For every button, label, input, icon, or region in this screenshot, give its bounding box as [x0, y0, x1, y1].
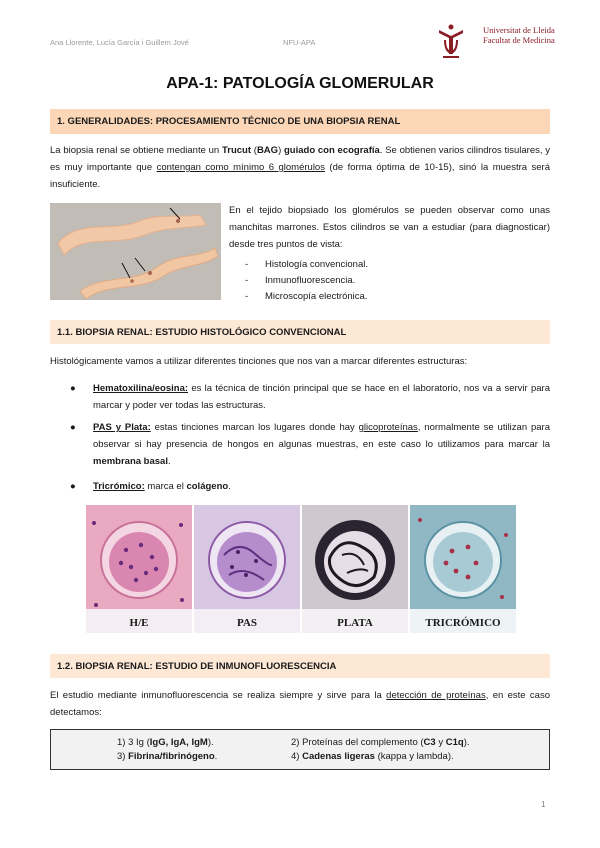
- text-run: (kappa y lambda).: [374, 751, 454, 762]
- term-membrana-basal: membrana basal: [93, 456, 168, 467]
- section-1-heading-text: 1. GENERALIDADES: PROCESAMIENTO TÉCNICO DE UNA BIOPSIA RENAL: [57, 116, 401, 127]
- text-run: ): [278, 145, 284, 156]
- bullet-tricromico: [70, 478, 550, 495]
- bullet-icon: ●: [70, 422, 76, 433]
- box-item-ig: [117, 737, 214, 748]
- text-run: y: [435, 737, 446, 748]
- biopsy-photo-drawing: [50, 203, 221, 300]
- text-run: (: [251, 145, 257, 156]
- section-1-paragraph-1: [50, 142, 550, 193]
- box-item-complement: [291, 737, 470, 748]
- immunofluorescence-box: [50, 729, 550, 770]
- text-run: es la técnica de tinción principal que se hace en el laboratorio, nos va a servir para marcar y poder ver todas las estructuras.: [93, 383, 550, 411]
- bullet-pas-plata: [70, 419, 550, 470]
- panel-label-pas: PAS: [237, 617, 257, 629]
- text-run: , en este caso detectamos:: [50, 690, 550, 718]
- tricromico-micrograph-image: [410, 505, 516, 633]
- section-1-heading: [50, 109, 550, 134]
- panel-pas: [194, 505, 300, 633]
- term-glicoproteinas: glicoproteínas: [358, 422, 418, 433]
- university-line1: Universitat de Lleida: [483, 25, 555, 35]
- text-run: ).: [207, 737, 214, 748]
- text-bold: Cadenas ligeras: [302, 751, 375, 762]
- term-colageno: colágeno: [186, 481, 229, 492]
- text-run: , normalmente se utilizan para observar si hay presencia de hongos en algunas muestras, en este caso lo utilizamos para marcar la: [93, 422, 550, 450]
- text-run: . Se obtienen varios cilindros tisulares, y es muy importante que: [50, 145, 551, 173]
- text-run: 1) 3 Ig (: [117, 737, 150, 748]
- text-bold: C3: [423, 737, 436, 748]
- text-bold: Trucut: [221, 145, 251, 156]
- stain-micrographs: [86, 505, 516, 633]
- header-authors: Ana Llorente, Lucía García i Guillem Jové: [50, 38, 189, 47]
- section-1-2-intro: [50, 687, 550, 721]
- university-line2: Facultat de Medicina: [483, 35, 555, 45]
- section-1-2-heading: [50, 654, 550, 678]
- panel-tricromico: [410, 505, 516, 633]
- term-pas-plata: PAS y Plata:: [93, 422, 151, 433]
- section-1-paragraph-2: En el tejido biopsiado los glomérulos se pueden observar como unas manchitas marrones. Estos cilindros se van a estudiar (para diagnosticar) desde tres puntos de vista:: [229, 205, 550, 250]
- text-bold: guiado con ecografía: [284, 145, 380, 156]
- text-bold: IgG, IgA, IgM: [149, 737, 208, 748]
- section-1-1-intro: Histológicamente vamos a utilizar diferentes tinciones que nos van a marcar diferentes estructuras:: [50, 356, 468, 367]
- text-run: 4): [291, 751, 303, 762]
- list-item: - Inmunofluorescencia.: [245, 273, 368, 289]
- pas-micrograph-image: [194, 505, 300, 633]
- text-run: (de forma óptima de 10-15), sinó la muestra será insuficiente.: [50, 162, 550, 190]
- section-1-1-heading-text: 1.1. BIOPSIA RENAL: ESTUDIO HISTOLÓGICO CONVENCIONAL: [57, 326, 347, 338]
- panel-label-tricromico: TRICRÓMICO: [425, 617, 501, 629]
- text-run: estas tinciones marcan los lugares donde hay: [150, 422, 359, 433]
- text-bold: BAG: [256, 145, 279, 156]
- term-hematoxilina: Hematoxilina/eosina:: [93, 383, 189, 394]
- plata-micrograph-image: [302, 505, 408, 633]
- text-run: ).: [463, 737, 470, 748]
- panel-label-he: H/E: [129, 617, 149, 629]
- header-course: NFU-APA: [283, 38, 316, 47]
- term-tricromico: Tricrómico:: [93, 481, 145, 492]
- text-underline: contengan como mínimo 6 glomérulos: [156, 162, 325, 173]
- text-run: .: [167, 456, 171, 467]
- page-number: 1: [541, 800, 546, 809]
- box-item-fibrina: [117, 751, 217, 762]
- text-run: 3): [117, 751, 129, 762]
- text-underline: detección de proteínas: [386, 690, 486, 701]
- text-run: .: [214, 751, 218, 762]
- biopsy-cylinders-photo: [50, 203, 221, 300]
- list-item: - Microscopía electrónica.: [245, 289, 368, 305]
- text-bold: C1q: [445, 737, 464, 748]
- text-bold: Fibrina/fibrinógeno: [128, 751, 215, 762]
- text-run: 2) Proteínas del complemento (: [291, 737, 424, 748]
- text-run: marca el: [144, 481, 187, 492]
- section-1-2-heading-text: 1.2. BIOPSIA RENAL: ESTUDIO DE INMUNOFLUORESCENCIA: [57, 660, 337, 672]
- views-list: [245, 257, 368, 305]
- panel-he: [86, 505, 192, 633]
- panel-plata: [302, 505, 408, 633]
- list-item: - Histología convencional.: [245, 257, 368, 273]
- bullet-icon: ●: [70, 383, 76, 394]
- section-1-1-heading: [50, 320, 550, 344]
- university-name: [483, 25, 555, 45]
- bullet-icon: ●: [70, 481, 76, 492]
- logo-emblem-icon: [439, 25, 463, 59]
- bullet-hematoxilina: [70, 380, 550, 414]
- text-run: La biopsia renal se obtiene mediante un: [50, 145, 222, 156]
- he-micrograph-image: [86, 505, 192, 633]
- text-run: .: [228, 481, 231, 492]
- panel-label-plata: PLATA: [337, 617, 373, 629]
- box-item-cadenas: [291, 751, 454, 762]
- text-run: El estudio mediante inmunofluorescencia se realiza siempre y sirve para la: [50, 690, 387, 701]
- page-title: APA-1: PATOLOGÍA GLOMERULAR: [166, 75, 434, 92]
